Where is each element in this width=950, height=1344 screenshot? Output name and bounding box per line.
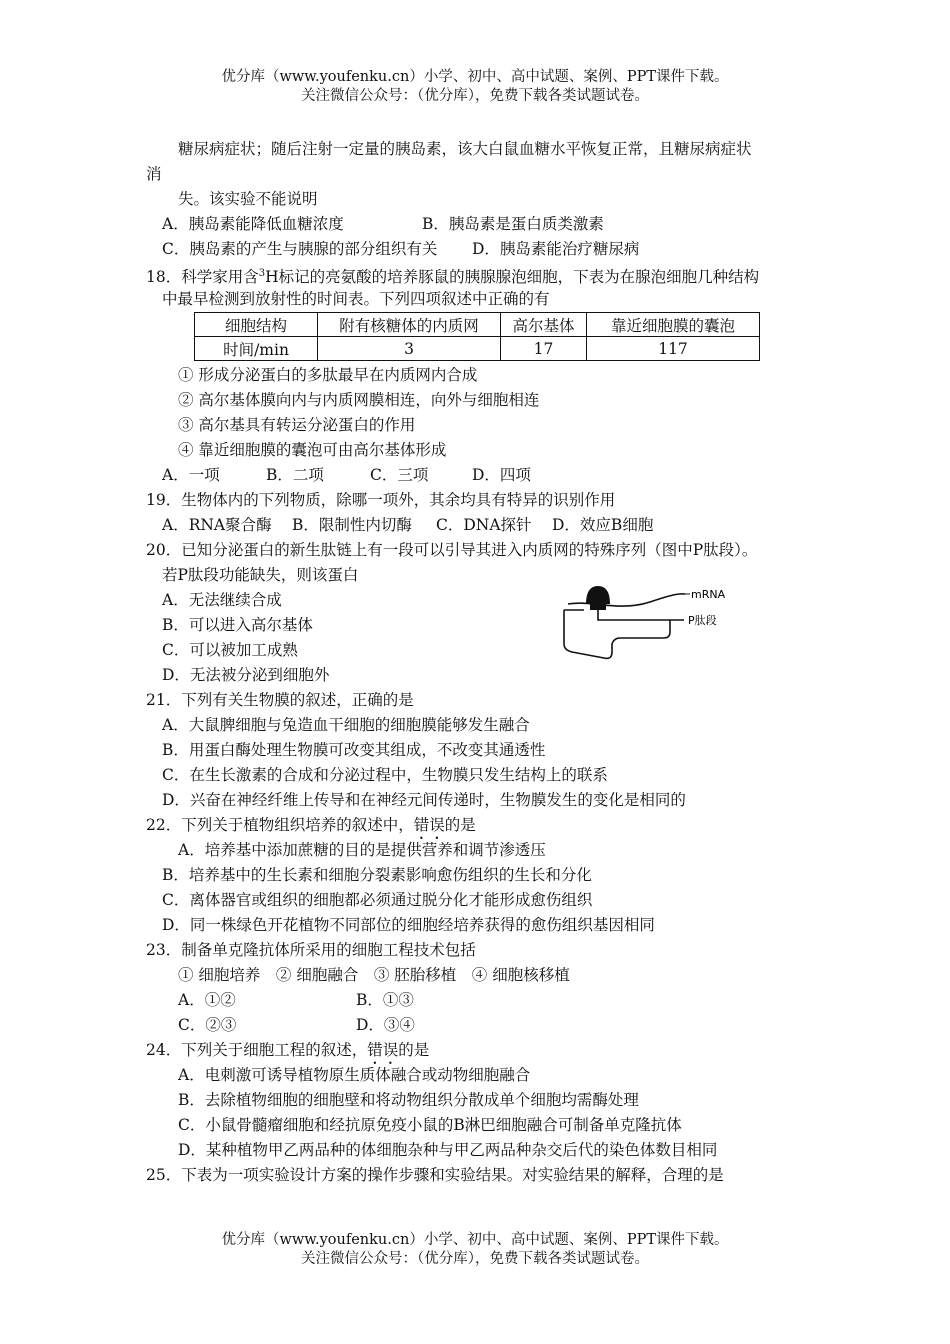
q18-option-d: D．四项 (472, 466, 531, 484)
mrna-strand (568, 594, 685, 606)
q18-td-vesicle-time: 117 (587, 337, 760, 361)
q20-option-b: B．可以进入高尔基体 (162, 616, 313, 634)
q20-option-d: D．无法被分泌到细胞外 (162, 666, 330, 684)
q17-option-a: A．胰岛素能降低血糖浓度 (162, 215, 344, 233)
page-header (0, 68, 950, 106)
q21-stem: 21．下列有关生物膜的叙述，正确的是 (146, 691, 414, 709)
q20-option-a: A．无法继续合成 (162, 591, 282, 609)
q19-option-d: D．效应B细胞 (552, 516, 654, 534)
q18-td-golgi-time: 17 (501, 337, 587, 361)
q20-stem-2: 若P肽段功能缺失，则该蛋白 (162, 566, 359, 584)
q24-option-a: A．电刺激可诱导植物原生质体融合或动物细胞融合 (178, 1066, 531, 1084)
q18-statement-3: ③ 高尔基具有转运分泌蛋白的作用 (178, 416, 416, 434)
header-line-1: 优分库（www.youfenku.cn）小学、初中、高中试题、案例、PPT课件下载。 (221, 69, 729, 85)
label-mrna: mRNA (691, 588, 726, 601)
q21-option-c: C．在生长激素的合成和分泌过程中，生物膜只发生结构上的联系 (162, 766, 608, 784)
q17-cont-2: 消 (146, 165, 162, 183)
q23-option-a: A．①② (178, 991, 236, 1009)
q20-stem-1: 20．已知分泌蛋白的新生肽链上有一段可以引导其进入内质网的特殊序列（图中P肽段）。 (146, 541, 758, 559)
q19-option-a: A．RNA聚合酶 (162, 516, 272, 534)
q17-option-d: D．胰岛素能治疗糖尿病 (472, 240, 640, 258)
q22-option-d: D．同一株绿色开花植物不同部位的细胞经培养获得的愈伤组织基因相同 (162, 916, 655, 934)
footer-line-2: 关注微信公众号：（优分库），免费下载各类试题试卷。 (301, 1251, 649, 1267)
q24-stem-emph: 错误 (367, 1041, 399, 1059)
q18-table-data-row (195, 337, 760, 361)
q21-option-a: A．大鼠脾细胞与兔造血干细胞的细胞膜能够发生融合 (162, 716, 530, 734)
er-membrane (564, 610, 670, 658)
q24-stem-pre: 24．下列关于细胞工程的叙述， (146, 1041, 368, 1059)
q18-th-vesicle: 靠近细胞膜的囊泡 (587, 313, 760, 337)
q22-stem-emph: 错误 (413, 816, 445, 834)
q21-option-b: B．用蛋白酶处理生物膜可改变其组成，不改变其通透性 (162, 741, 546, 759)
q18-option-c: C．三项 (370, 466, 429, 484)
q24-stem-post: 的是 (398, 1041, 430, 1059)
q17-option-c: C．胰岛素的产生与胰腺的部分组织有关 (162, 240, 438, 258)
q22-option-a: A．培养基中添加蔗糖的目的是提供营养和调节渗透压 (178, 841, 546, 859)
q23-option-c: C．②③ (178, 1016, 237, 1034)
q19-stem: 19．生物体内的下列物质，除哪一项外，其余均具有特异的识别作用 (146, 491, 616, 509)
q18-option-b: B．二项 (266, 466, 324, 484)
header-line-2: 关注微信公众号：（优分库），免费下载各类试题试卷。 (301, 88, 649, 104)
q18-table-header-row (195, 313, 760, 337)
q17-cont-1: 糖尿病症状；随后注射一定量的胰岛素，该大白鼠血糖水平恢复正常，且糖尿病症状 (178, 140, 752, 158)
q19-option-b: B．限制性内切酶 (292, 516, 412, 534)
q18-statement-1: ① 形成分泌蛋白的多肽最早在内质网内合成 (178, 366, 478, 384)
q22-option-c: C．离体器官或组织的细胞都必须通过脱分化才能形成愈伤组织 (162, 891, 593, 909)
q24-option-b: B．去除植物细胞的细胞壁和将动物组织分散成单个细胞均需酶处理 (178, 1091, 639, 1109)
q22-option-b: B．培养基中的生长素和细胞分裂素影响愈伤组织的生长和分化 (162, 866, 592, 884)
ribosome-icon (586, 586, 610, 604)
q18-td-time-label: 时间/min (195, 337, 318, 361)
q18-statement-4: ④ 靠近细胞膜的囊泡可由高尔基体形成 (178, 441, 447, 459)
q18-stem-1-pre: 18．科学家用含 (146, 268, 259, 287)
q21-option-d: D．兴奋在神经纤维上传导和在神经元间传递时，生物膜发生的变化是相同的 (162, 791, 686, 809)
page-footer (0, 1231, 950, 1269)
q22-stem-post: 的是 (444, 816, 476, 834)
q17-option-b: B．胰岛素是蛋白质类激素 (422, 215, 604, 233)
q18-stem-1-sup: 3 (258, 268, 266, 279)
q18-stem-1-post: H标记的亮氨酸的培养豚鼠的胰腺腺泡细胞，下表为在腺泡细胞几种结构 (265, 268, 760, 287)
q25-stem: 25．下表为一项实验设计方案的操作步骤和实验结果。对实验结果的解释，合理的是 (146, 1166, 724, 1184)
q18-th-structure: 细胞结构 (195, 313, 318, 337)
q24-option-d: D．某种植物甲乙两品种的体细胞杂种与甲乙两品种杂交后代的染色体数目相同 (178, 1141, 718, 1159)
q18-stem-1 (146, 263, 759, 288)
ribosome-base (590, 602, 606, 610)
q23-items: ① 细胞培养 ② 细胞融合 ③ 胚胎移植 ④ 细胞核移植 (178, 966, 570, 984)
q20-option-c: C．可以被加工成熟 (162, 641, 298, 659)
q22-stem-pre: 22．下列关于植物组织培养的叙述中， (146, 816, 414, 834)
q18-td-er-time: 3 (318, 337, 501, 361)
q20-ribosome-diagram (560, 582, 740, 668)
q18-th-er: 附有核糖体的内质网 (318, 313, 501, 337)
q17-cont-3: 失。该实验不能说明 (178, 190, 318, 208)
q23-stem: 23．制备单克隆抗体所采用的细胞工程技术包括 (146, 941, 476, 959)
q23-option-b: B．①③ (356, 991, 414, 1009)
q23-option-d: D．③④ (356, 1016, 415, 1034)
q18-table (194, 312, 760, 361)
q18-stem-2: 中最早检测到放射性的时间表。下列四项叙述中正确的有 (162, 290, 550, 308)
q19-option-c: C．DNA探针 (436, 516, 532, 534)
label-p-peptide: P肽段 (688, 614, 717, 627)
q18-th-golgi: 高尔基体 (501, 313, 587, 337)
p-peptide-strand (598, 610, 684, 620)
footer-line-1: 优分库（www.youfenku.cn）小学、初中、高中试题、案例、PPT课件下载。 (221, 1232, 729, 1248)
q18-statement-2: ② 高尔基体膜向内与内质网膜相连，向外与细胞相连 (178, 391, 540, 409)
q18-option-a: A．一项 (162, 466, 220, 484)
q24-option-c: C．小鼠骨髓瘤细胞和经抗原免疫小鼠的B淋巴细胞融合可制备单克隆抗体 (178, 1116, 682, 1134)
